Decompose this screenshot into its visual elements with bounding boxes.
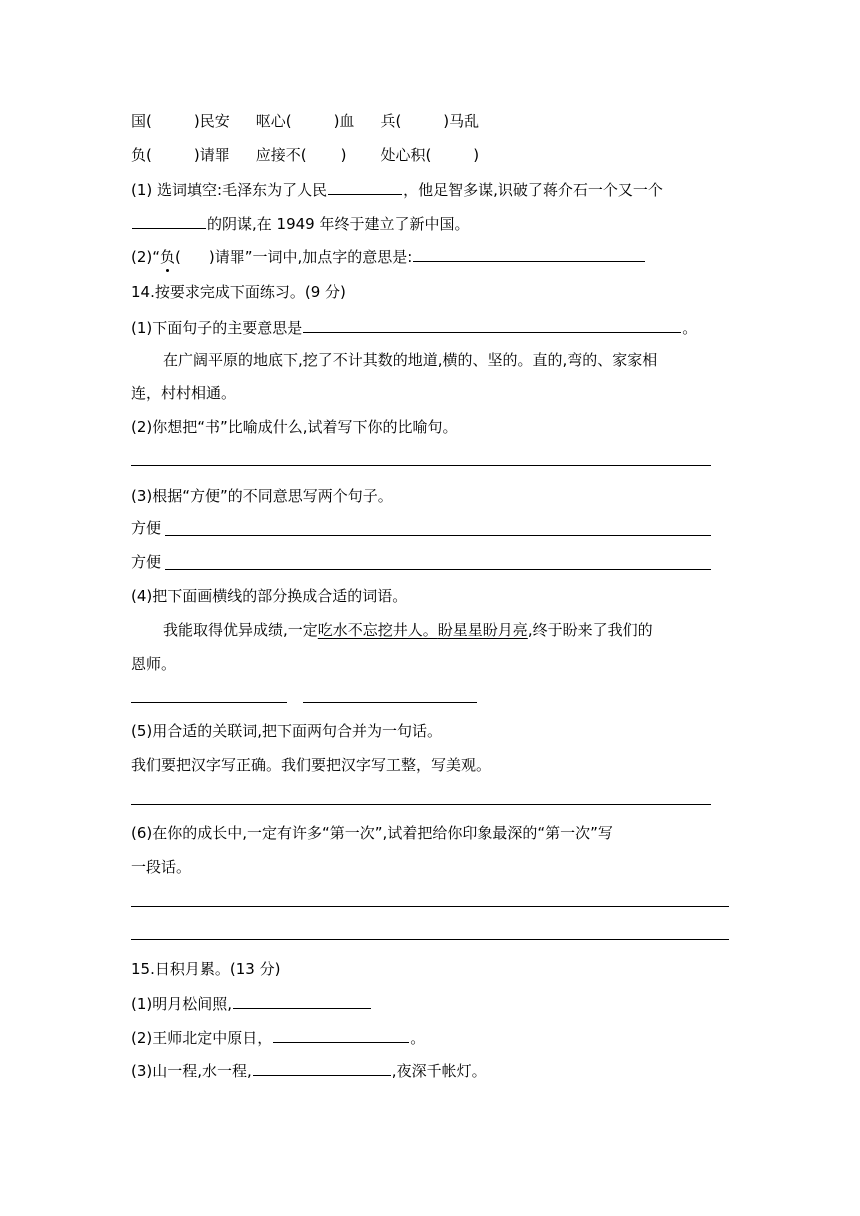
idiom-row-1 — [131, 111, 479, 131]
q14-title: 14.按要求完成下面练习。(9 分) — [131, 283, 346, 301]
q13-2-line — [131, 245, 646, 267]
idiom-3-part-a: 兵( — [380, 112, 402, 130]
q14-6-answer-line-1[interactable] — [131, 906, 729, 907]
q14-1-blank[interactable] — [303, 316, 681, 333]
q14-4-answer-line-1[interactable] — [131, 702, 287, 703]
q14-2-answer-line[interactable] — [131, 465, 711, 466]
q14-1-passage-line-1: 在广阔平原的地底下,挖了不计其数的地道,横的、坚的。直的,弯的、家家相 — [163, 351, 658, 369]
idiom-4-part-a: 负( — [131, 146, 152, 164]
idiom-3-part-b: )马乱 — [443, 112, 480, 130]
q15-1-blank[interactable] — [233, 992, 371, 1009]
q15-3-line — [131, 1059, 487, 1081]
q13-1-text-c: 的阴谋,在 1949 年终于建立了新中国。 — [207, 215, 470, 233]
q14-4-sentence-line-2: 恩师。 — [131, 655, 177, 673]
q14-3-line-2 — [131, 552, 161, 572]
q13-1-text-a: (1) 选词填空:毛泽东为了人民 — [131, 181, 328, 199]
idiom-2-part-a: 呕心( — [255, 112, 292, 130]
idiom-1-part-a: 国( — [131, 112, 152, 130]
q14-1-text-b: 。 — [682, 319, 698, 337]
q14-3-prompt: (3)根据“方便”的不同意思写两个句子。 — [131, 487, 393, 505]
q14-3-line-1 — [131, 518, 161, 538]
q15-2-line — [131, 1026, 425, 1048]
q14-3-answer-line-2[interactable] — [165, 569, 711, 570]
q14-5-prompt: (5)用合适的关联词,把下面两句合并为一句话。 — [131, 722, 443, 740]
q14-1-text-a: (1)下面句子的主要意思是 — [131, 319, 303, 337]
q15-2-blank[interactable] — [273, 1026, 409, 1043]
idiom-6-part-b: ) — [473, 146, 480, 164]
q14-1-line — [131, 316, 697, 338]
q13-1-line-1 — [131, 178, 663, 200]
q13-2-text-b: ( — [175, 248, 181, 266]
q14-4-prompt: (4)把下面画横线的部分换成合适的词语。 — [131, 587, 408, 605]
q13-2-text-a: (2)“ — [131, 248, 161, 266]
q13-2-text-c: )请罪”一词中,加点字的意思是: — [208, 248, 413, 266]
idiom-6-part-a: 处心积( — [380, 146, 432, 164]
dotted-character: 负 — [160, 248, 176, 266]
idiom-1-part-b: )民安 — [193, 112, 230, 130]
q14-4-text-a: 我能取得优异成绩,一定 — [163, 621, 318, 639]
q14-3-label-1: 方便 — [131, 519, 162, 537]
q13-1-blank-2[interactable] — [132, 212, 206, 229]
q14-2-prompt: (2)你想把“书”比喻成什么,试着写下你的比喻句。 — [131, 418, 458, 436]
q15-3-blank[interactable] — [253, 1059, 391, 1076]
idiom-2-part-b: )血 — [333, 112, 355, 130]
idiom-row-2 — [131, 145, 479, 165]
q15-1-line — [131, 992, 372, 1014]
q14-3-answer-line-1[interactable] — [165, 535, 711, 536]
q15-2-text-a: (2)王师北定中原日， — [131, 1029, 273, 1047]
idiom-5-part-a: 应接不( — [255, 146, 307, 164]
q14-4-underlined-2: 盼星星盼月亮 — [437, 621, 528, 639]
q15-title: 15.日积月累。(13 分) — [131, 960, 281, 978]
q14-4-text-b: ,终于盼来了我们的 — [527, 621, 653, 639]
q15-2-text-b: 。 — [410, 1029, 426, 1047]
q14-4-answer-line-2[interactable] — [303, 702, 477, 703]
q14-6-answer-line-2[interactable] — [131, 939, 729, 940]
q14-5-answer-line[interactable] — [131, 804, 711, 805]
q13-2-answer-blank[interactable] — [413, 245, 645, 262]
q14-4-underlined-1: 吃水不忘挖井人。 — [317, 621, 438, 639]
q14-6-prompt-line-2: 一段话。 — [131, 858, 192, 876]
q15-3-text-b: ,夜深千帐灯。 — [391, 1062, 487, 1080]
q14-1-passage-line-2: 连，村村相通。 — [131, 384, 237, 402]
q13-1-text-b: ，他足智多谋,识破了蒋介石一个又一个 — [403, 181, 663, 199]
idiom-5-part-b: ) — [340, 146, 347, 164]
q14-3-label-2: 方便 — [131, 553, 162, 571]
q13-1-line-2 — [131, 212, 469, 234]
q14-6-prompt-line-1: (6)在你的成长中,一定有许多“第一次”,试着把给你印象最深的“第一次”写 — [131, 824, 613, 842]
q14-4-sentence-line-1 — [163, 620, 653, 640]
idiom-4-part-b: )请罪 — [193, 146, 230, 164]
q15-1-text: (1)明月松间照, — [131, 995, 233, 1013]
q15-3-text-a: (3)山一程,水一程, — [131, 1062, 252, 1080]
q14-5-sentences: 我们要把汉字写正确。我们要把汉字写工整，写美观。 — [131, 756, 492, 774]
q13-1-blank-1[interactable] — [328, 178, 402, 195]
